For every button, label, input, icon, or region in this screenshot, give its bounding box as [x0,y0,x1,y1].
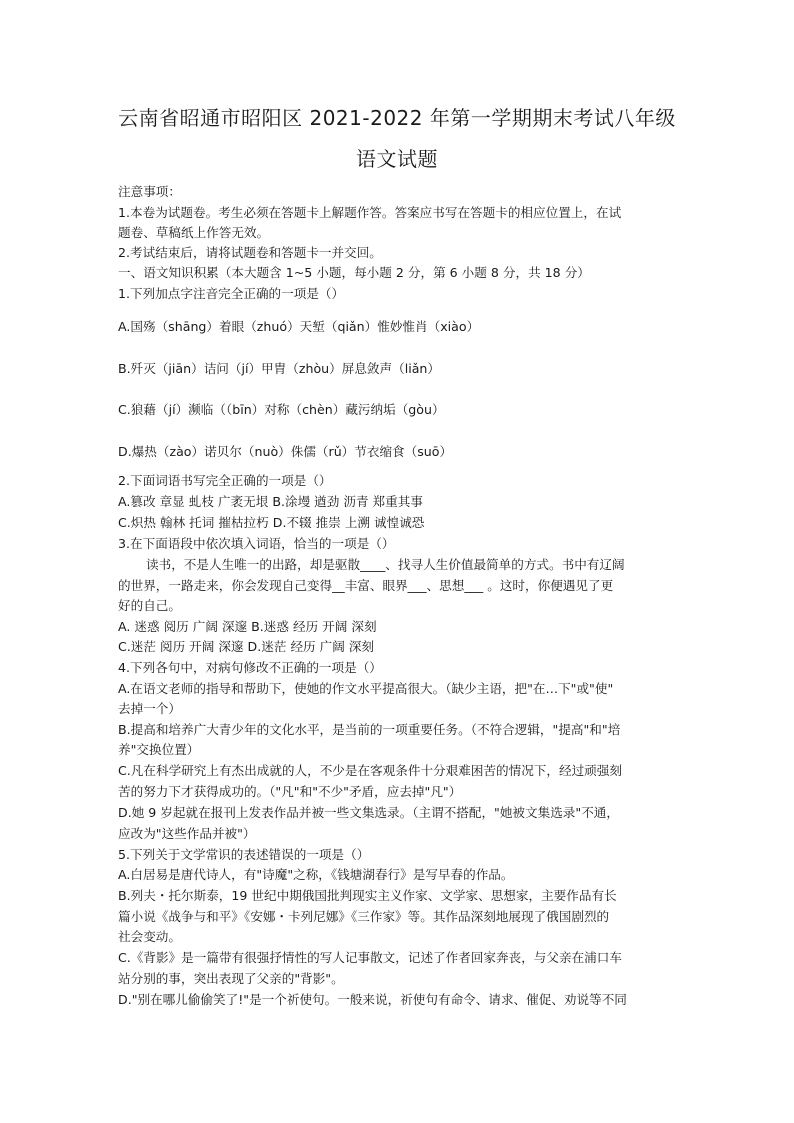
question-4-option-b-cont: 养"交换位置） [118,742,200,757]
question-5-option-c-cont: 站分别的事，突出表现了父亲的"背影"。 [118,971,344,986]
question-4-stem: 4.下列各句中，对病句修改不正确的一项是（） [118,660,382,675]
question-1-stem: 1.下列加点字注音完全正确的一项是（） [118,286,345,301]
exam-subtitle: 语文试题 [356,147,438,171]
section-heading: 一、语文知识积累（本大题含 1~5 小题，每小题 2 分，第 6 小题 8 分，共 18 分） [118,265,590,280]
note-item-1-cont: 题卷、草稿纸上作答无效。 [118,225,270,240]
question-3-options-cd: C.迷茫 阅历 开阔 深邃 D.迷茫 经历 广阔 深刻 [118,639,375,654]
question-3-passage-cont: 的世界，一路走来，你会发现自己变得__丰富、眼界___、思想___ 。这时，你便遇见了更 [118,578,614,593]
question-3-passage-end: 好的自己。 [118,598,181,613]
notes-heading: 注意事项： [118,184,181,199]
question-3-stem: 3.在下面语段中依次填入词语，恰当的一项是（） [118,536,395,551]
note-item-1: 1.本卷为试题卷。考生必须在答题卡上解题作答。答案应书写在答题卡的相应位置上，在试 [118,205,622,220]
question-4-option-b: B.提高和培养广大青少年的文化水平，是当前的一项重要任务。（不符合逻辑，"提高"和"培 [118,722,621,737]
question-2-options-ab: A.篡改 章显 虬枝 广袤无垠 B.涂墁 遒劲 沥青 郑重其事 [118,494,423,509]
question-5-option-b-cont: 篇小说《战争与和平》《安娜・卡列尼娜》《三作家》等。其作品深刻地展现了俄国剧烈的 [118,909,610,924]
question-5-option-a: A.白居易是唐代诗人，有"诗魔"之称，《钱塘湖春行》是写早春的作品。 [118,867,514,882]
question-5-option-c: C.《背影》是一篇带有很强抒情性的写人记事散文，记述了作者回家奔丧，与父亲在浦口车 [118,950,622,965]
question-4-option-c: C.凡在科学研究上有杰出成就的人，不少是在客观条件十分艰难困苦的情况下，经过顽强刻 [118,763,622,778]
question-5-option-b: B.列夫・托尔斯泰，19 世纪中期俄国批判现实主义作家、文学家、思想家，主要作品有长 [118,888,617,903]
question-2-options-cd: C.炽热 翰林 托词 摧枯拉朽 D.不辍 推崇 上溯 诚惶诚恐 [118,515,425,530]
question-1-option-a: A.国殇（shāng）着眼（zhuó）天堑（qiǎn）惟妙惟肖（xiào） [118,319,480,334]
question-1-option-b: B.歼灭（jiān）诘问（jí）甲胄（zhòu）屏息敛声（liǎn） [118,361,441,376]
question-4-option-d-cont: 应改为"这些作品并被"） [118,826,256,841]
exam-title: 云南省昭通市昭阳区 2021-2022 年第一学期期末考试八年级 [118,106,676,130]
question-5-option-d: D."别在哪儿偷偷笑了!"是一个祈使句。一般来说，祈使句有命令、请求、催促、劝说等不同 [118,992,627,1007]
question-3-passage: 读书，不是人生唯一的出路，却是驱散____、找寻人生价值最简单的方式。书中有辽阔 [146,557,625,572]
note-item-2: 2.考试结束后，请将试题卷和答题卡一并交回。 [118,245,382,260]
question-1-option-d: D.爆热（zào）诺贝尔（nuò）侏儒（rǔ）节衣缩食（suō） [118,444,453,459]
question-5-option-b-end: 社会变动。 [118,929,181,944]
question-2-stem: 2.下面词语书写完全正确的一项是（） [118,473,332,488]
question-4-option-c-cont: 苦的努力下才获得成功的。（"凡"和"不少"矛盾，应去掉"凡"） [118,784,462,799]
question-1-option-c: C.狼藉（jí）濒临（（bīn）对称（chèn）藏污纳垢（gòu） [118,402,445,417]
question-5-stem: 5.下列关于文学常识的表述错误的一项是（） [118,847,370,862]
question-4-option-a: A.在语文老师的指导和帮助下，使她的作文水平提高很大。（缺少主语，把"在…下"或"使" [118,681,614,696]
question-4-option-d: D.她 9 岁起就在报刊上发表作品并被一些文集选录。（主谓不搭配，"她被文集选录"不通， [118,805,619,820]
question-3-options-ab: A. 迷惑 阅历 广阔 深邃 B.迷惑 经历 开阔 深刻 [118,619,377,634]
question-4-option-a-cont: 去掉一个） [118,701,181,716]
